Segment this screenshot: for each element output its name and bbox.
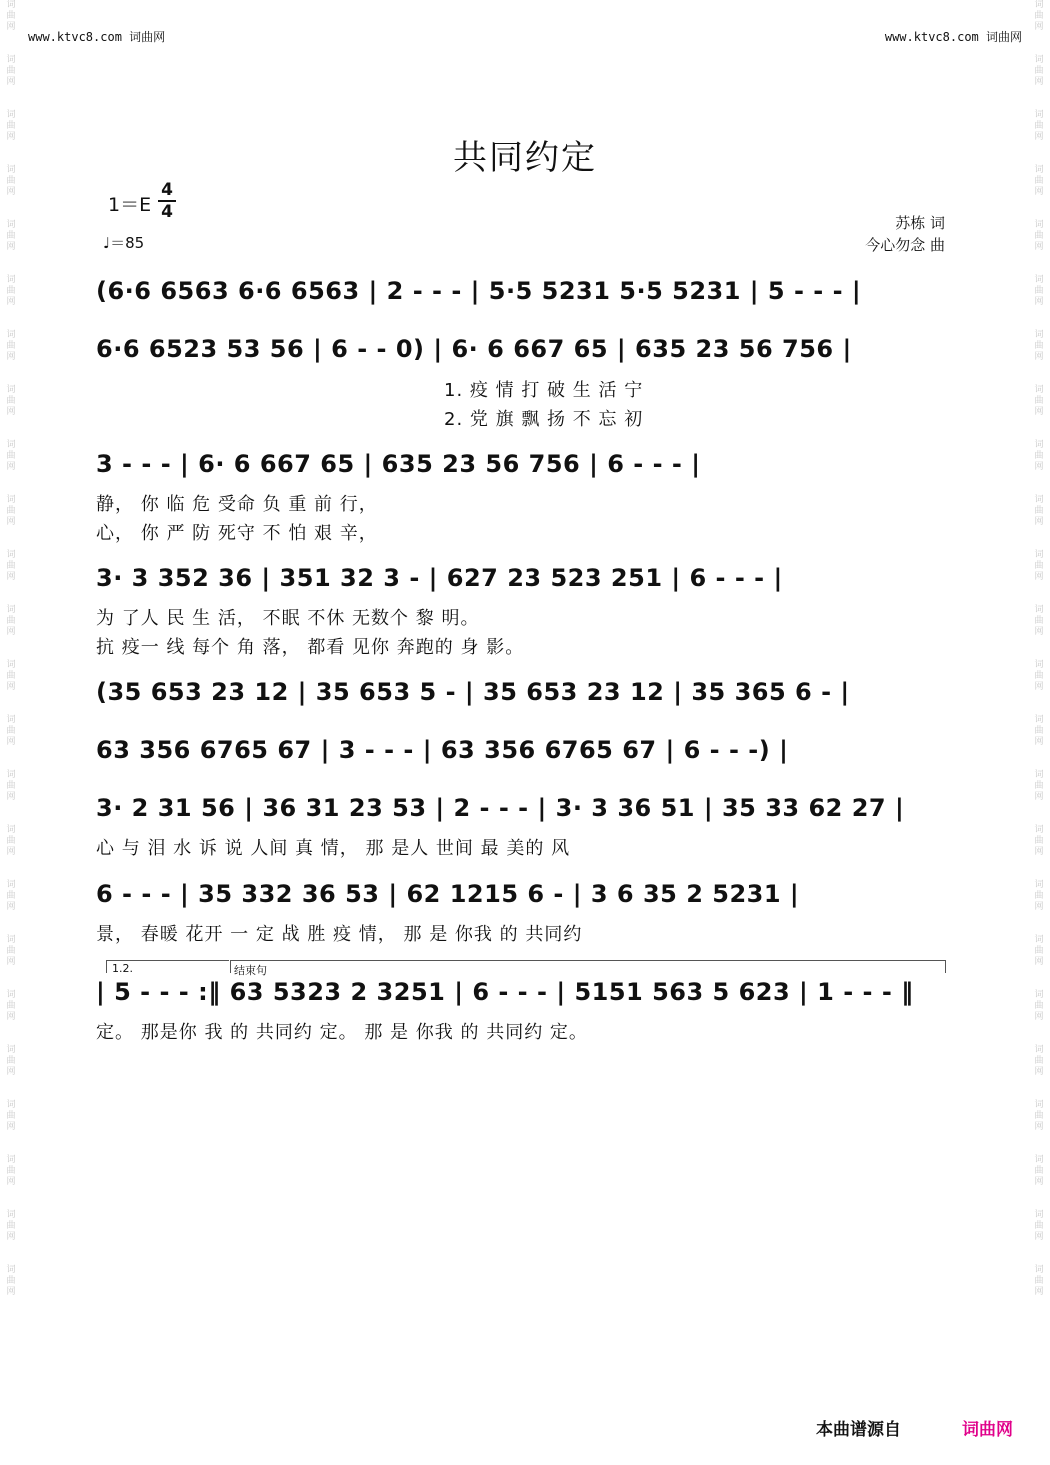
watermark-text: 词 曲 网 bbox=[6, 1100, 16, 1132]
watermark-text: 词 曲 网 bbox=[6, 1210, 16, 1242]
coda-bracket bbox=[230, 960, 946, 973]
lyric-line-8: 景， 春暖 花开 一 定 战 胜 疫 情， 那 是 你我 的 共同约 bbox=[96, 924, 583, 945]
watermark-text: 词 曲 网 bbox=[6, 880, 16, 912]
watermark-text: 词 曲 网 bbox=[1034, 605, 1044, 637]
lyric-line-2-verse-1: 1. 疫 情 打 破 生 活 宁 bbox=[444, 380, 644, 401]
watermark-text: 词 曲 网 bbox=[6, 55, 16, 87]
volta-ending-label: 1.2. bbox=[112, 962, 133, 975]
watermark-text: 词 曲 网 bbox=[1034, 220, 1044, 252]
watermark-text: 词 曲 网 bbox=[6, 385, 16, 417]
lyric-line-3-verse-1: 静， 你 临 危 受命 负 重 前 行， bbox=[96, 494, 378, 515]
watermark-text: 词 曲 网 bbox=[1034, 1210, 1044, 1242]
watermark-text: 词 曲 网 bbox=[1034, 825, 1044, 857]
time-signature-denominator: 4 bbox=[161, 202, 173, 222]
score-line-3: 3 - - - | 6· 6 667 65 | 635 23 56 756 | 6 - - - | bbox=[96, 450, 701, 478]
header-url-right[interactable]: www.ktvc8.com 词曲网 bbox=[884, 30, 1022, 44]
watermark-text: 词 曲 网 bbox=[6, 1155, 16, 1187]
header-url-left[interactable]: www.ktvc8.com 词曲网 bbox=[28, 30, 166, 44]
score-line-4: 3· 3 352 36 | 351 32 3 - | 627 23 523 251 | 6 - - - | bbox=[96, 564, 783, 592]
lyric-line-9: 定。 那是你 我 的 共同约 定。 那 是 你我 的 共同约 定。 bbox=[96, 1022, 588, 1043]
tempo-marking: ♩＝85 bbox=[103, 234, 145, 252]
score-line-9: | 5 - - - :‖ 63 5323 2 3251 | 6 - - - | 5151 563 5 623 | 1 - - - ‖ bbox=[96, 978, 914, 1006]
watermark-text: 词 曲 网 bbox=[6, 0, 16, 32]
lyric-line-2-verse-2: 2. 党 旗 飘 扬 不 忘 初 bbox=[444, 409, 644, 430]
watermark-text: 词 曲 网 bbox=[1034, 495, 1044, 527]
watermark-text: 词 曲 网 bbox=[1034, 55, 1044, 87]
watermark-text: 词 曲 网 bbox=[6, 990, 16, 1022]
lyric-line-3-verse-2: 心， 你 严 防 死守 不 怕 艰 辛， bbox=[96, 523, 378, 544]
footer-brand-link[interactable]: 词曲网 bbox=[962, 1420, 1013, 1440]
watermark-text: 词 曲 网 bbox=[1034, 0, 1044, 32]
watermark-text: 词 曲 网 bbox=[6, 220, 16, 252]
watermark-text: 词 曲 网 bbox=[1034, 330, 1044, 362]
watermark-text: 词 曲 网 bbox=[1034, 1045, 1044, 1077]
score-line-7: 3· 2 31 56 | 36 31 23 53 | 2 - - - | 3· 3 36 51 | 35 33 62 27 | bbox=[96, 794, 905, 822]
watermark-text: 词 曲 网 bbox=[1034, 1100, 1044, 1132]
score-line-8: 6 - - - | 35 332 36 53 | 62 1215 6 - | 3 6 35 2 5231 | bbox=[96, 880, 800, 908]
watermark-text: 词 曲 网 bbox=[1034, 770, 1044, 802]
watermark-text: 词 曲 网 bbox=[1034, 1155, 1044, 1187]
footer-source-label: 本曲谱源自 bbox=[816, 1420, 901, 1440]
watermark-text: 词 曲 网 bbox=[6, 1265, 16, 1297]
watermark-text: 词 曲 网 bbox=[6, 825, 16, 857]
watermark-text: 词 曲 网 bbox=[6, 1045, 16, 1077]
watermark-text: 词 曲 网 bbox=[6, 330, 16, 362]
score-line-6: 63 356 6765 67 | 3 - - - | 63 356 6765 67 | 6 - - -) | bbox=[96, 736, 789, 764]
lyric-line-4-verse-2: 抗 疫一 线 每个 角 落， 都看 见你 奔跑的 身 影。 bbox=[96, 637, 525, 658]
watermark-text: 词 曲 网 bbox=[1034, 660, 1044, 692]
lyricist-credit: 苏栋 词 bbox=[895, 214, 945, 232]
key-signature: 1＝E bbox=[108, 194, 152, 216]
watermark-text: 词 曲 网 bbox=[6, 495, 16, 527]
score-line-2: 6·6 6523 53 56 | 6 - - 0) | 6· 6 667 65 | 635 23 56 756 | bbox=[96, 335, 852, 363]
watermark-text: 词 曲 网 bbox=[1034, 880, 1044, 912]
coda-label: 结束句 bbox=[234, 964, 267, 977]
score-line-1: (6·6 6563 6·6 6563 | 2 - - - | 5·5 5231 5·5 5231 | 5 - - - | bbox=[96, 277, 862, 305]
score-line-5: (35 653 23 12 | 35 653 5 - | 35 653 23 12 | 35 365 6 - | bbox=[96, 678, 850, 706]
watermark-text: 词 曲 网 bbox=[6, 165, 16, 197]
watermark-text: 词 曲 网 bbox=[1034, 275, 1044, 307]
watermark-text: 词 曲 网 bbox=[1034, 440, 1044, 472]
watermark-text: 词 曲 网 bbox=[6, 440, 16, 472]
lyric-line-4-verse-1: 为 了人 民 生 活， 不眠 不休 无数个 黎 明。 bbox=[96, 608, 480, 629]
watermark-text: 词 曲 网 bbox=[1034, 385, 1044, 417]
time-signature-numerator: 4 bbox=[161, 180, 173, 200]
watermark-text: 词 曲 网 bbox=[6, 715, 16, 747]
watermark-text: 词 曲 网 bbox=[1034, 715, 1044, 747]
lyric-line-7: 心 与 泪 水 诉 说 人间 真 情， 那 是人 世间 最 美的 风 bbox=[96, 838, 571, 859]
watermark-text: 词 曲 网 bbox=[6, 550, 16, 582]
watermark-text: 词 曲 网 bbox=[6, 605, 16, 637]
watermark-text: 词 曲 网 bbox=[6, 110, 16, 142]
watermark-text: 词 曲 网 bbox=[6, 770, 16, 802]
page-title: 共同约定 bbox=[453, 138, 597, 178]
watermark-text: 词 曲 网 bbox=[6, 660, 16, 692]
watermark-text: 词 曲 网 bbox=[6, 275, 16, 307]
time-signature bbox=[156, 180, 178, 222]
watermark-text: 词 曲 网 bbox=[1034, 550, 1044, 582]
right-watermark-column bbox=[1030, 0, 1048, 1465]
composer-credit: 今心勿念 曲 bbox=[865, 236, 945, 254]
watermark-text: 词 曲 网 bbox=[1034, 935, 1044, 967]
watermark-text: 词 曲 网 bbox=[1034, 1265, 1044, 1297]
watermark-text: 词 曲 网 bbox=[1034, 165, 1044, 197]
watermark-text: 词 曲 网 bbox=[1034, 110, 1044, 142]
watermark-text: 词 曲 网 bbox=[6, 935, 16, 967]
left-watermark-column bbox=[2, 0, 20, 1465]
watermark-text: 词 曲 网 bbox=[1034, 990, 1044, 1022]
